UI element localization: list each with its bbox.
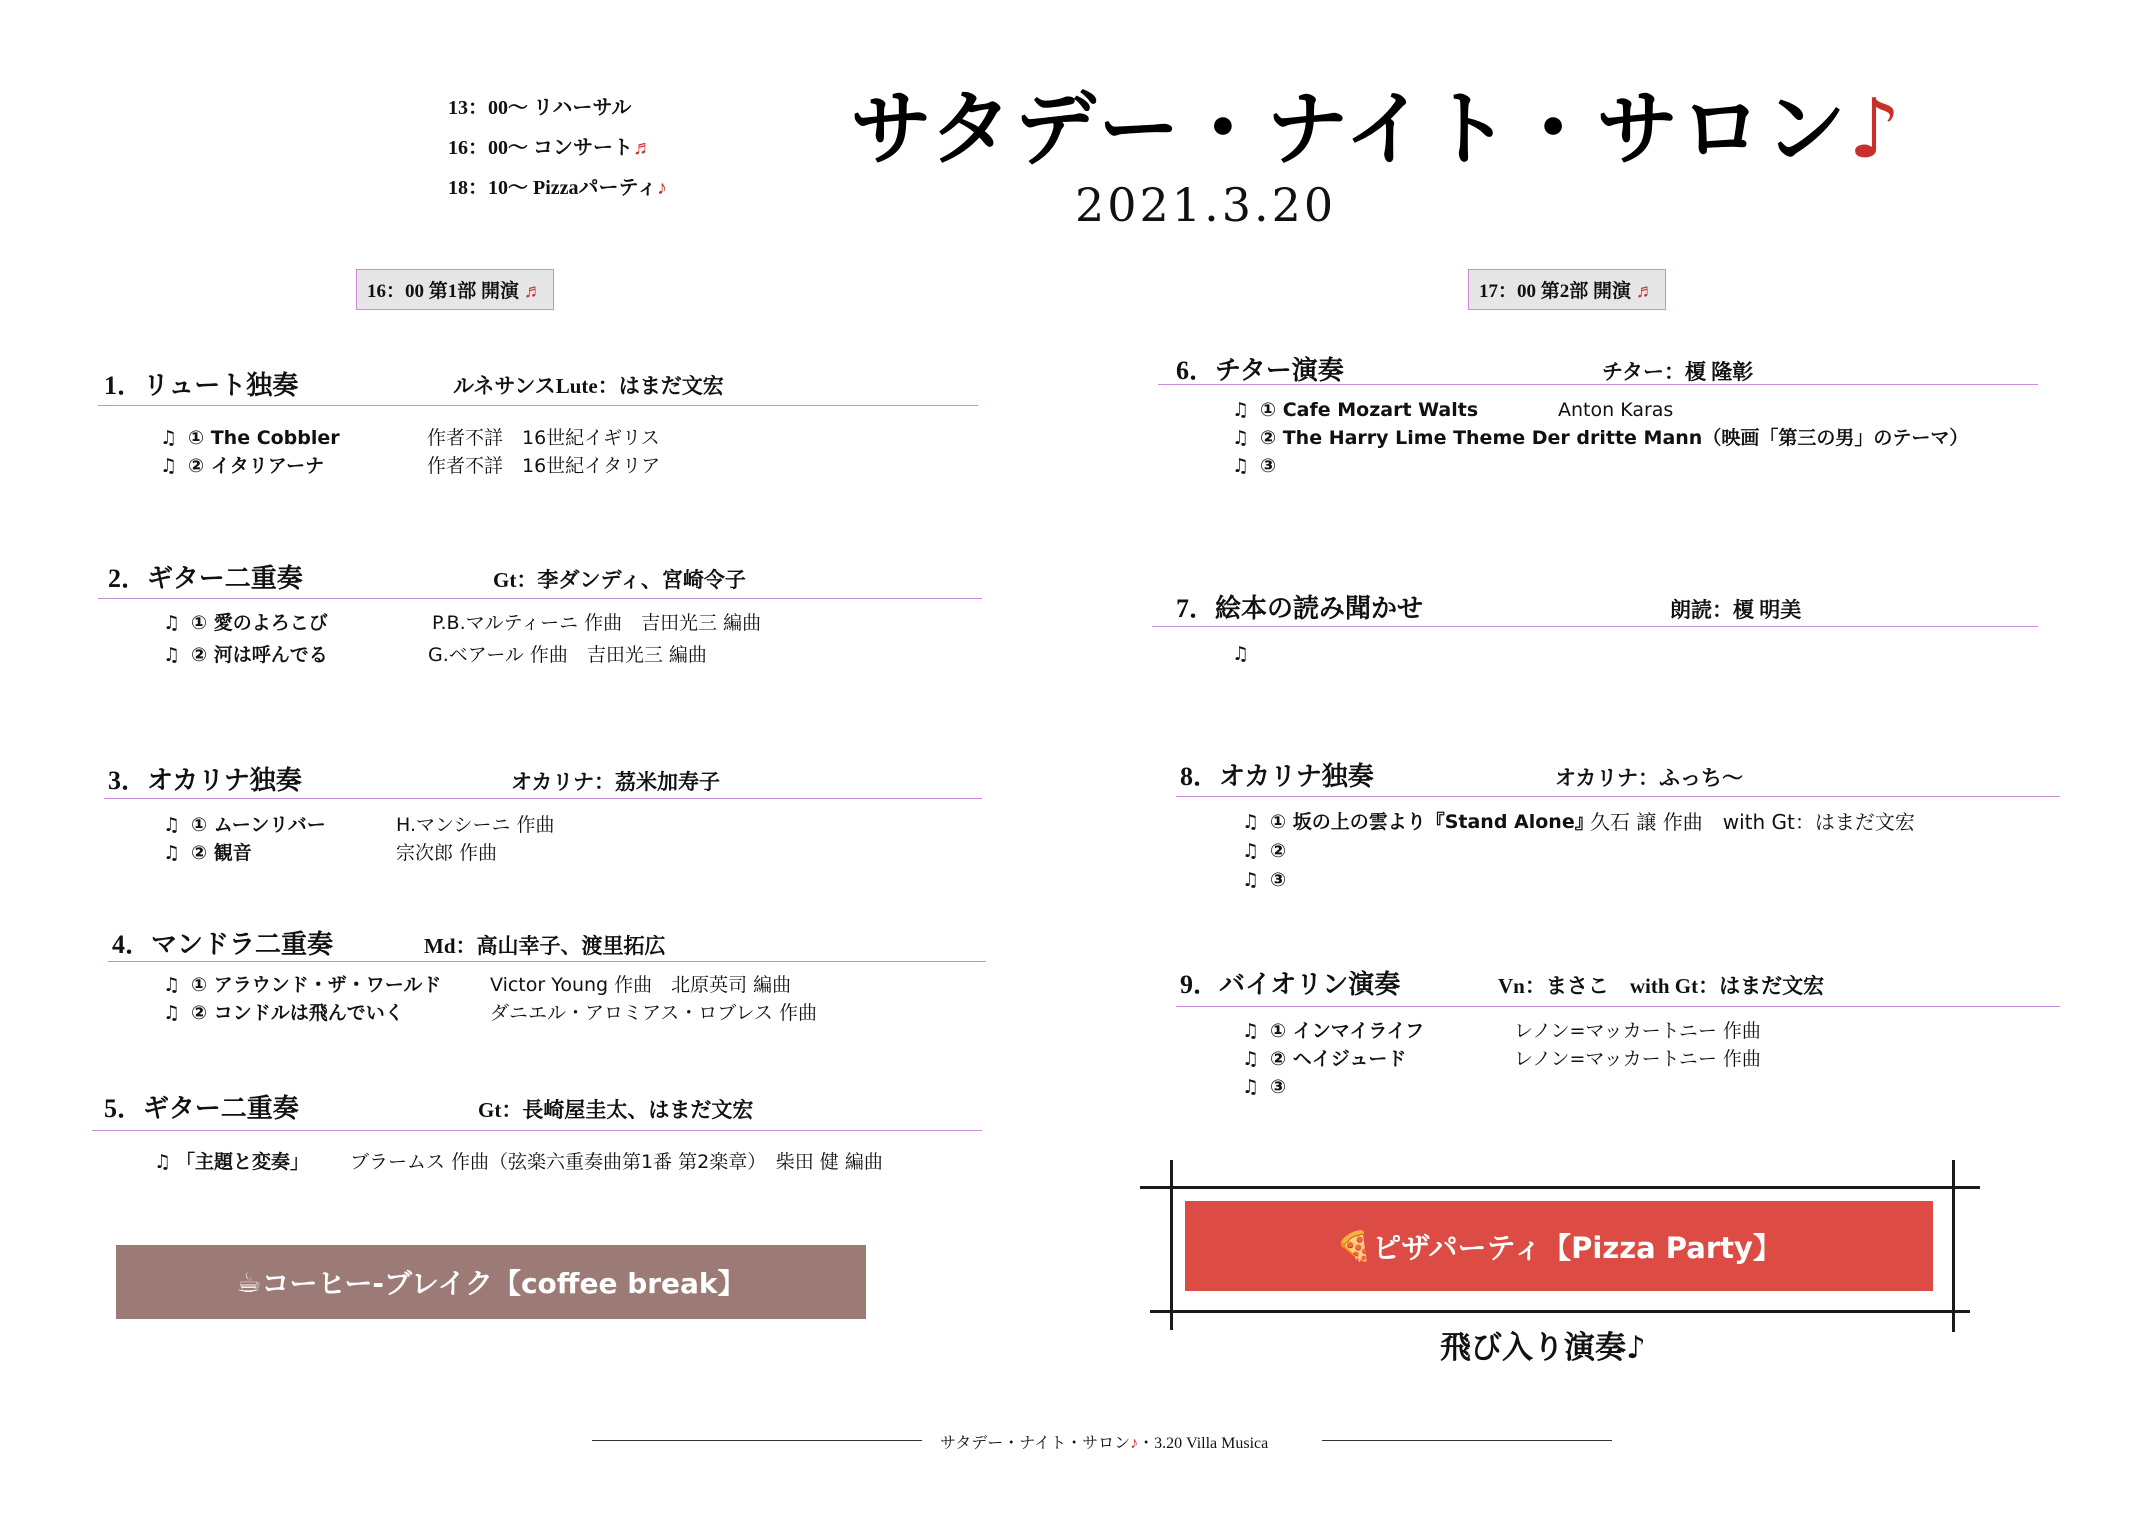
music-note-icon: ♫: [163, 1002, 181, 1024]
music-note-icon: ♫: [154, 1151, 172, 1173]
footer: サタデー・ナイト・サロン♪・3.20 Villa Musica: [940, 1435, 1269, 1452]
footer-rule: [1322, 1440, 1612, 1441]
footer-rule: [592, 1440, 922, 1441]
event-date: 2021.3.20: [1075, 178, 1337, 232]
item-credit: 作者不詳 16世紀イギリス: [427, 427, 660, 449]
frame-line: [1150, 1310, 1970, 1313]
music-note-icon: ♫: [163, 644, 181, 666]
section-title: 2．ギター二重奏: [108, 564, 303, 593]
item-credit: レノン=マッカートニー 作曲: [1514, 1048, 1761, 1070]
list-item: ♫ ② 河は呼んでる: [163, 641, 328, 669]
item-credit: H.マンシーニ 作曲: [396, 814, 555, 836]
list-item: ♫ ②: [1242, 837, 1286, 865]
music-note-icon: ♫: [163, 974, 181, 996]
music-note-icon: ♫: [163, 814, 181, 836]
music-note-icon: ♫: [1242, 1020, 1260, 1042]
section-performer: Gt：李ダンディ、宮崎令子: [493, 568, 746, 592]
list-item: ♫ ② ヘイジュード: [1242, 1045, 1406, 1073]
list-item: ♫ ① ムーンリバー: [163, 811, 326, 839]
item-credit: 作者不詳 16世紀イタリア: [427, 455, 661, 477]
section-performer: オカリナ：ふっち～: [1555, 766, 1743, 790]
section-rule: [1152, 626, 2038, 627]
section-title: 7．絵本の読み聞かせ: [1176, 594, 1424, 623]
coffee-icon: ☕: [236, 1265, 262, 1299]
page-title: サタデー・ナイト・サロン♪: [850, 82, 1903, 177]
list-item: ♫ ① アラウンド・ザ・ワールド: [163, 971, 441, 999]
section-rule: [98, 405, 978, 406]
section-title: 8．オカリナ独奏: [1180, 762, 1374, 791]
schedule-item: 18：10～ Pizzaパーティ♪: [448, 177, 667, 199]
music-note-icon: ♫: [1232, 427, 1250, 449]
coffee-break-banner: ☕ コーヒー-ブレイク【coffee break】: [116, 1245, 866, 1319]
section-title: 4．マンドラ二重奏: [112, 930, 334, 959]
item-credit: 久石 譲 作曲 with Gt：はまだ文宏: [1590, 810, 1915, 834]
item-credit: レノン=マッカートニー 作曲: [1514, 1020, 1761, 1042]
item-credit: Victor Young 作曲 北原英司 編曲: [490, 974, 792, 996]
item-credit: G.ベアール 作曲 吉田光三 編曲: [428, 644, 707, 666]
section-title: 5．ギター二重奏: [104, 1094, 299, 1123]
music-note-icon: ♫: [163, 612, 181, 634]
section-rule: [92, 1130, 982, 1131]
music-note-icon: ♫: [160, 455, 178, 477]
music-note-icon: ♫: [1242, 811, 1260, 833]
section-rule: [1176, 796, 2060, 797]
section-performer: Gt：長崎屋圭太、はまだ文宏: [478, 1098, 754, 1122]
list-item: ♫ ① 坂の上の雲より『Stand Alone』: [1242, 808, 1594, 836]
pizza-icon: 🍕: [1336, 1228, 1373, 1263]
section-rule: [1158, 384, 2038, 385]
list-item: ♫ ① The Cobbler: [160, 424, 340, 452]
music-note-icon: ♫: [1242, 840, 1260, 862]
frame-line: [1140, 1186, 1980, 1189]
section-title: 6．チター演奏: [1176, 356, 1344, 385]
music-note-icon: ♫: [1232, 643, 1250, 665]
schedule: [448, 88, 667, 208]
item-credit: Anton Karas: [1558, 399, 1674, 421]
section-performer: オカリナ：茘米加寿子: [511, 770, 720, 794]
section-rule: [104, 798, 982, 799]
music-note-icon: ♫: [1242, 1048, 1260, 1070]
list-item: ♫ ① 愛のよろこび: [163, 609, 328, 637]
list-item: ♫ ③: [1232, 452, 1276, 480]
music-note-icon: ♫: [160, 427, 178, 449]
music-note-icon: ♫: [1242, 1076, 1260, 1098]
drop-in-performance-text: 飛び入り演奏♪: [1440, 1330, 1646, 1366]
item-credit: P.B.マルティーニ 作曲 吉田光三 編曲: [432, 612, 762, 634]
section-rule: [98, 598, 982, 599]
list-item: ♫ ② コンドルは飛んでいく: [163, 999, 404, 1027]
list-item: ♫ 「主題と変奏」: [154, 1148, 309, 1176]
list-item: ♫ ② 観音: [163, 839, 252, 867]
list-item: ♫ ① インマイライフ: [1242, 1017, 1424, 1045]
music-note-icon: ♫: [1232, 455, 1250, 477]
section-title: 3．オカリナ独奏: [108, 766, 302, 795]
section-performer: チター：榎 隆彰: [1602, 360, 1754, 384]
part2-badge: 17：00 第2部 開演 ♬: [1468, 269, 1666, 310]
item-credit: ダニエル・アロミアス・ロブレス 作曲: [490, 1002, 817, 1024]
section-title: 9．バイオリン演奏: [1180, 970, 1401, 999]
list-item: ♫ ① Cafe Mozart Walts: [1232, 396, 1478, 424]
section-title: 1．リュート独奏: [104, 371, 299, 400]
music-note-icon: ♫: [1232, 399, 1250, 421]
list-item: [1232, 640, 1260, 668]
pizza-party-banner: 🍕 ピザパーティ【Pizza Party】: [1185, 1201, 1933, 1291]
list-item: ♫ ③: [1242, 1073, 1286, 1101]
section-rule: [1176, 1006, 2060, 1007]
item-credit: 宗次郎 作曲: [396, 842, 498, 864]
item-credit: ブラームス 作曲（弦楽六重奏曲第1番 第2楽章） 柴田 健 編曲: [350, 1151, 883, 1173]
music-note-icon: ♫: [163, 842, 181, 864]
schedule-item: 16：00～ コンサート♬: [448, 137, 653, 159]
music-note-icon: ♫: [1242, 869, 1260, 891]
list-item: ♫ ② イタリアーナ: [160, 452, 324, 480]
frame-line: [1170, 1160, 1173, 1330]
part1-badge: 16：00 第1部 開演 ♬: [356, 269, 554, 310]
list-item: ♫ ③: [1242, 866, 1286, 894]
section-performer: Vn：まさこ with Gt：はまだ文宏: [1498, 974, 1825, 998]
list-item: ♫ ② The Harry Lime Theme Der dritte Mann（映画「第三の男」のテーマ）: [1232, 424, 1968, 452]
frame-line: [1952, 1160, 1955, 1332]
section-rule: [108, 961, 986, 962]
section-performer: 朗読：榎 明美: [1670, 598, 1802, 622]
section-performer: Md：高山幸子、渡里拓広: [424, 934, 666, 958]
schedule-item: 13：00～ リハーサル: [448, 97, 632, 119]
section-performer: ルネサンスLute：はまだ文宏: [453, 374, 724, 398]
